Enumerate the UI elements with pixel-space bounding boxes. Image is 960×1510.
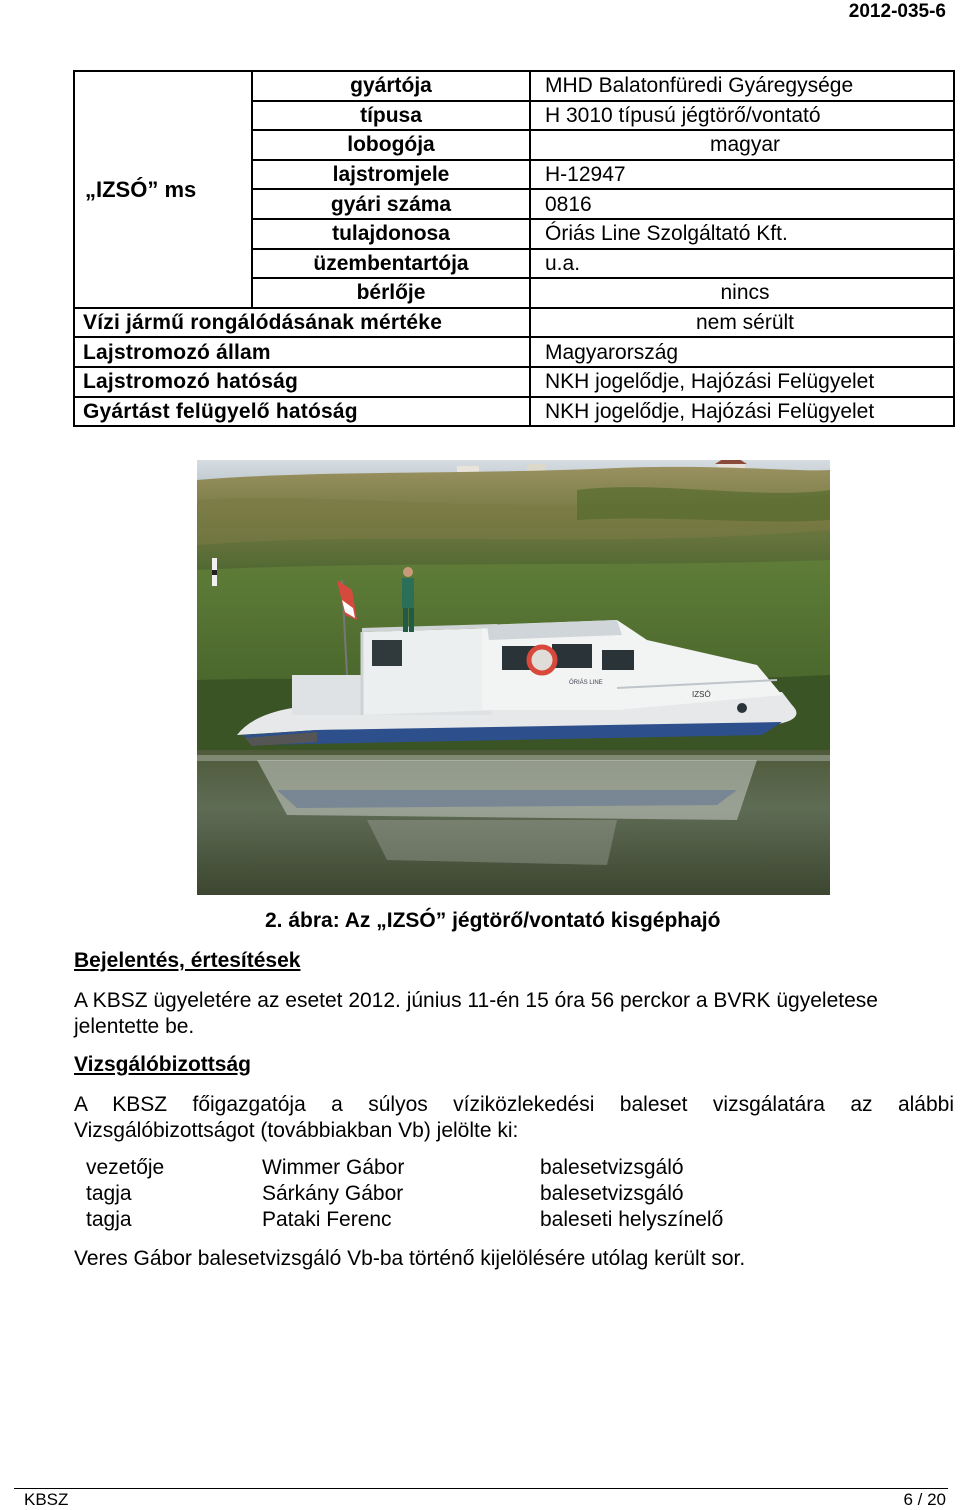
footer-page-number: 6 / 20	[903, 1490, 946, 1509]
row-label: gyári száma	[252, 189, 530, 219]
committee-paragraph-line2: Vizsgálóbizottságot (továbbiakban Vb) jelölte ki:	[74, 1119, 519, 1142]
cabin-logo-text: ÓRIÁS LINE	[569, 680, 603, 686]
row-label: tulajdonosa	[252, 219, 530, 249]
table-row	[74, 71, 954, 101]
footer-org: KBSZ	[24, 1490, 69, 1509]
member-role: tagja	[86, 1182, 132, 1205]
row-value: nem sérült	[530, 308, 954, 338]
section-heading-committee: Vizsgálóbizottság	[74, 1053, 251, 1076]
row-value: NKH jogelődje, Hajózási Felügyelet	[530, 397, 954, 427]
table-row	[74, 308, 954, 338]
row-label: Gyártást felügyelő hatóság	[74, 397, 530, 427]
footer-divider	[14, 1488, 948, 1489]
table-row	[74, 367, 954, 397]
row-label: bérlője	[252, 278, 530, 308]
section-heading-reporting: Bejelentés, értesítések	[74, 949, 301, 972]
row-label: gyártója	[252, 71, 530, 101]
row-label: lobogója	[252, 130, 530, 160]
hull-name-text: IZSÓ	[692, 690, 711, 699]
ship-name-cell: „IZSÓ” ms	[74, 71, 252, 308]
member-title: baleseti helyszínelő	[540, 1208, 724, 1231]
row-value: u.a.	[530, 249, 954, 279]
member-title: balesetvizsgáló	[540, 1156, 684, 1179]
committee-note: Veres Gábor balesetvizsgáló Vb-ba történő kijelölésére utólag került sor.	[74, 1247, 746, 1270]
member-name: Sárkány Gábor	[262, 1182, 404, 1205]
member-name: Pataki Ferenc	[262, 1208, 392, 1231]
row-value: magyar	[530, 130, 954, 160]
member-title: balesetvizsgáló	[540, 1182, 684, 1205]
row-value: Óriás Line Szolgáltató Kft.	[530, 219, 954, 249]
member-role: vezetője	[86, 1156, 165, 1179]
row-value: MHD Balatonfüredi Gyáregysége	[530, 71, 954, 101]
row-label: Lajstromozó állam	[74, 337, 530, 367]
row-label: Vízi jármű rongálódásának mértéke	[74, 308, 530, 338]
row-value: Magyarország	[530, 337, 954, 367]
member-name: Wimmer Gábor	[262, 1156, 405, 1179]
table-row	[74, 397, 954, 427]
row-value: H 3010 típusú jégtörő/vontató	[530, 101, 954, 131]
ship-data-table	[73, 70, 955, 427]
row-label: üzembentartója	[252, 249, 530, 279]
row-value: NKH jogelődje, Hajózási Felügyelet	[530, 367, 954, 397]
row-value: 0816	[530, 189, 954, 219]
reporting-paragraph: A KBSZ ügyeletére az esetet 2012. június 11-én 15 óra 56 perckor a BVRK ügyeletese jelentette be.	[74, 989, 878, 1038]
row-label: típusa	[252, 101, 530, 131]
row-value: H-12947	[530, 160, 954, 190]
committee-paragraph-line1: A KBSZ főigazgatója a súlyos víziközlekedési baleset vizsgálatára az alábbi	[74, 1093, 954, 1116]
boat-photo	[197, 460, 830, 895]
row-label: lajstromjele	[252, 160, 530, 190]
member-role: tagja	[86, 1208, 132, 1231]
document-id: 2012-035-6	[848, 1, 946, 22]
table-row	[74, 337, 954, 367]
figure-caption: 2. ábra: Az „IZSÓ” jégtörő/vontató kisgéphajó	[265, 909, 721, 932]
row-label: Lajstromozó hatóság	[74, 367, 530, 397]
row-value: nincs	[530, 278, 954, 308]
